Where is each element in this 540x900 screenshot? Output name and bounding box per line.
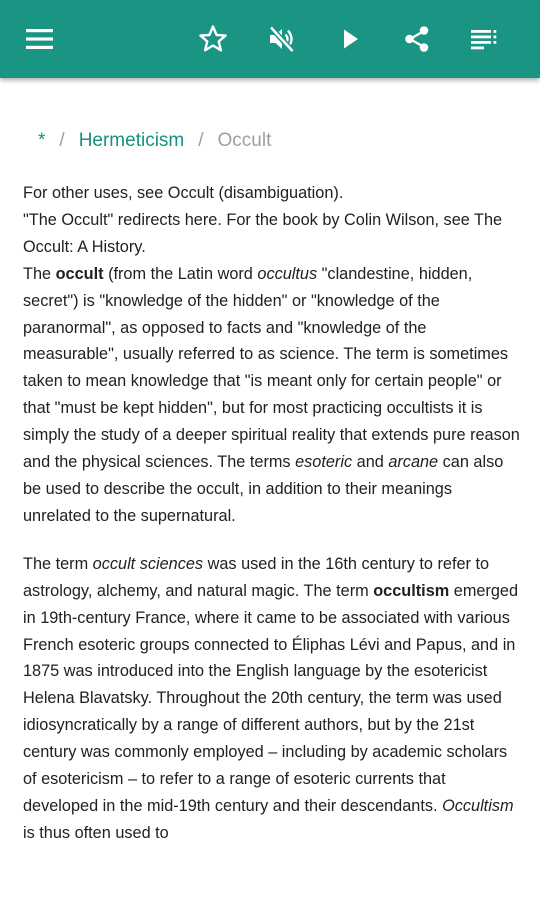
text-run: and [352, 453, 389, 472]
playlist-icon [469, 27, 499, 51]
star-icon [198, 24, 228, 54]
app-toolbar [0, 0, 540, 78]
hatnote-disambiguation: For other uses, see Occult (disambiguation). [23, 184, 344, 202]
italic-term-occult-sciences: occult sciences [92, 554, 204, 573]
italic-term-occultus: occultus [257, 264, 318, 283]
breadcrumb-current: Occult [217, 130, 272, 151]
volume-off-icon [266, 24, 296, 54]
breadcrumb-home-link[interactable]: * [38, 130, 46, 151]
article-body [23, 180, 523, 847]
article-paragraph-2 [23, 551, 523, 847]
menu-button[interactable] [16, 15, 64, 63]
bold-term-occultism: occultism [373, 581, 450, 600]
menu-icon [26, 28, 54, 50]
text-run: (from the Latin word [103, 264, 258, 283]
text-run: The [23, 264, 56, 283]
italic-term-esoteric: esoteric [295, 453, 353, 472]
breadcrumb-parent-link[interactable]: Hermeticism [78, 130, 185, 151]
text-run: "clandestine, hidden, secret") is "knowledge of the hidden" or "knowledge of the paranormal", as opposed to facts and "knowledge of the measurable", usually referred to as science. The term is sometimes taken to mean knowledge that "is meant only for certain people" or that "must be kept hidden", but for most practicing occultists it is simply the study of a deeper spiritual reality that extends pure reason and the physical sciences. The terms [23, 264, 520, 472]
share-button[interactable] [393, 15, 441, 63]
italic-term-arcane: arcane [388, 453, 439, 472]
text-run: can also be used to describe the occult, in addition to their meanings unrelated to the supernatural. [23, 453, 504, 525]
hatnote-redirect: "The Occult" redirects here. For the book by Colin Wilson, see The Occult: A History. [23, 210, 503, 256]
text-run: was used in the 16th century to refer to astrology, alchemy, and natural magic. The term [23, 554, 490, 600]
mute-button[interactable] [257, 15, 305, 63]
play-icon [337, 26, 363, 52]
breadcrumb-separator: / [198, 130, 204, 151]
play-button[interactable] [326, 15, 374, 63]
text-run: is thus often used to [23, 823, 169, 842]
share-icon [402, 24, 432, 54]
breadcrumb [38, 127, 271, 155]
breadcrumb-separator: / [59, 130, 65, 151]
favorite-button[interactable] [189, 15, 237, 63]
text-run: emerged in 19th-century France, where it came to be associated with various French esoteric groups connected to Éliphas Lévi and Papus, and in 1875 was introduced into the English language by the esotericist Helena Blavatsky. Throughout the 20th century, the term was used idiosyncratically by a range of different authors, but by the 21st century was commonly employed – including by academic scholars of esotericism – to refer to a range of esoteric currents that developed in the mid-19th century and their descendants. [23, 581, 519, 815]
contents-button[interactable] [460, 15, 508, 63]
bold-term-occult: occult [55, 264, 104, 283]
article-paragraph-1 [23, 261, 523, 530]
text-run: The term [23, 554, 93, 573]
italic-term-occultism: Occultism [442, 796, 514, 815]
paragraph-gap [23, 530, 523, 551]
